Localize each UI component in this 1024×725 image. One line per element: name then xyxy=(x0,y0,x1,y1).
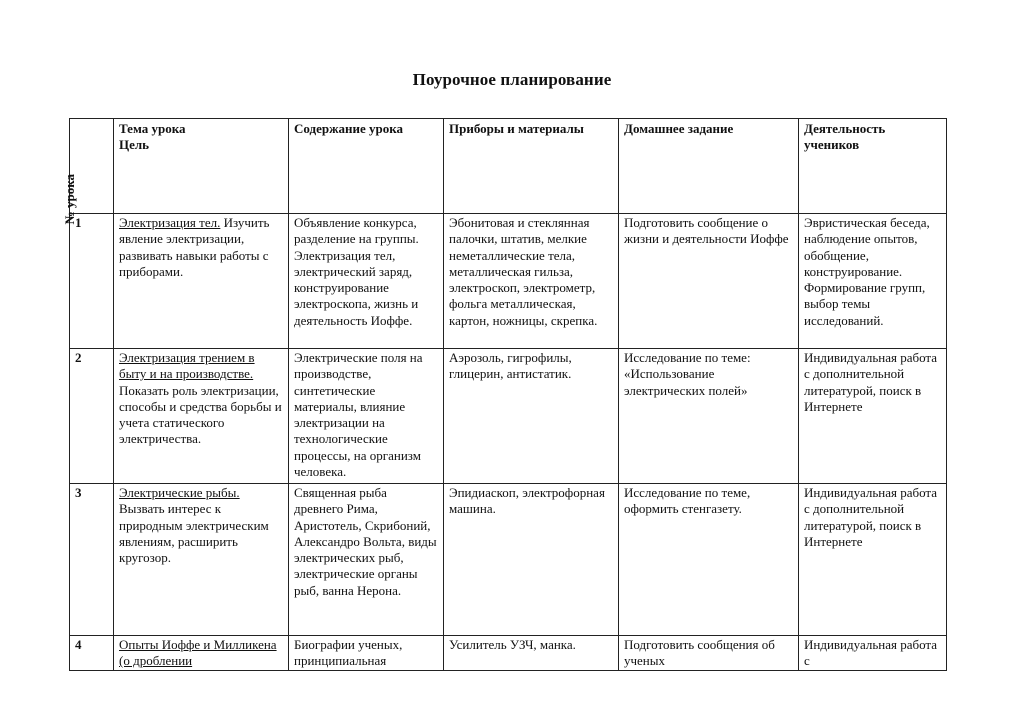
lesson-equipment: Усилитель УЗЧ, манка. xyxy=(444,636,619,671)
lesson-equipment: Эпидиаскоп, электрофорная машина. xyxy=(444,484,619,636)
lesson-goal: Изучить явление электризации, развивать навыки работы с приборами. xyxy=(119,215,270,279)
lesson-goal: Показать роль электризации, способы и средства борьбы и учета статического электричества. xyxy=(119,382,282,447)
lesson-topic: Опыты Иоффе и Милликена (о дроблении xyxy=(119,637,277,669)
lesson-homework: Подготовить сообщения об ученых xyxy=(619,636,799,671)
lesson-content: Священная рыба древнего Рима, Аристотель, Скрибоний, Александро Вольта, виды электрических рыб, электрические органы рыб, ванна Нерона. xyxy=(289,484,444,636)
lesson-homework: Исследование по теме, оформить стенгазету. xyxy=(619,484,799,636)
lesson-topic-goal xyxy=(114,214,289,349)
lesson-homework: Исследование по теме: «Использование электрических полей» xyxy=(619,349,799,484)
lesson-topic-goal xyxy=(114,484,289,636)
header-activity: Деятельность учеников xyxy=(799,119,947,214)
lesson-activity: Индивидуальная работа с xyxy=(799,636,947,671)
lesson-homework: Подготовить сообщение о жизни и деятельности Иоффе xyxy=(619,214,799,349)
lesson-topic: Электризация трением в быту и на производстве. xyxy=(119,350,255,382)
header-homework: Домашнее задание xyxy=(619,119,799,214)
lesson-content: Объявление конкурса, разделение на группы. Электризация тел, электрический заряд, конструирование электроскопа, жизнь и деятельность Иоффе. xyxy=(289,214,444,349)
table-row xyxy=(70,214,947,349)
lesson-plan-table xyxy=(61,118,947,671)
table-row xyxy=(70,636,947,671)
header-topic: Тема урока xyxy=(119,121,186,136)
lesson-number: 2 xyxy=(70,349,114,484)
header-content: Содержание урока xyxy=(289,119,444,214)
header-equipment: Приборы и материалы xyxy=(444,119,619,214)
header-topic-goal xyxy=(114,119,289,214)
lesson-equipment: Эбонитовая и стеклянная палочки, штатив, мелкие неметаллические тела, металлическая гильза, электроскоп, электрометр, фольга металлическая, картон, ножницы, скрепка. xyxy=(444,214,619,349)
table-row xyxy=(70,349,947,484)
header-goal: Цель xyxy=(119,137,150,153)
table-row xyxy=(70,484,947,636)
lesson-topic-goal xyxy=(114,349,289,484)
lesson-content: Биографии ученых, принципиальная xyxy=(289,636,444,671)
header-row xyxy=(70,119,947,214)
lesson-number: 3 xyxy=(70,484,114,636)
lesson-equipment: Аэрозоль, гигрофилы, глицерин, антистатик. xyxy=(444,349,619,484)
header-number: № урока xyxy=(70,119,114,214)
lesson-activity: Индивидуальная работа с дополнительной литературой, поиск в Интернете xyxy=(799,484,947,636)
lesson-activity: Индивидуальная работа с дополнительной литературой, поиск в Интернете xyxy=(799,349,947,484)
lesson-topic-goal xyxy=(114,636,289,671)
lesson-content: Электрические поля на производстве, синтетические материалы, влияние электризации на технологические процессы, на организм человека. xyxy=(289,349,444,484)
lesson-goal: Вызвать интерес к природным электрическим явлениям, расширить кругозор. xyxy=(119,501,269,566)
lesson-activity: Эвристическая беседа, наблюдение опытов, обобщение, конструирование. Формирование групп, выбор темы исследований. xyxy=(799,214,947,349)
page-title: Поурочное планирование xyxy=(412,70,612,89)
lesson-number: 4 xyxy=(70,636,114,671)
lesson-topic: Электризация тел. xyxy=(119,215,221,230)
lesson-number: 1 xyxy=(70,214,114,349)
lesson-topic: Электрические рыбы. xyxy=(119,485,240,500)
